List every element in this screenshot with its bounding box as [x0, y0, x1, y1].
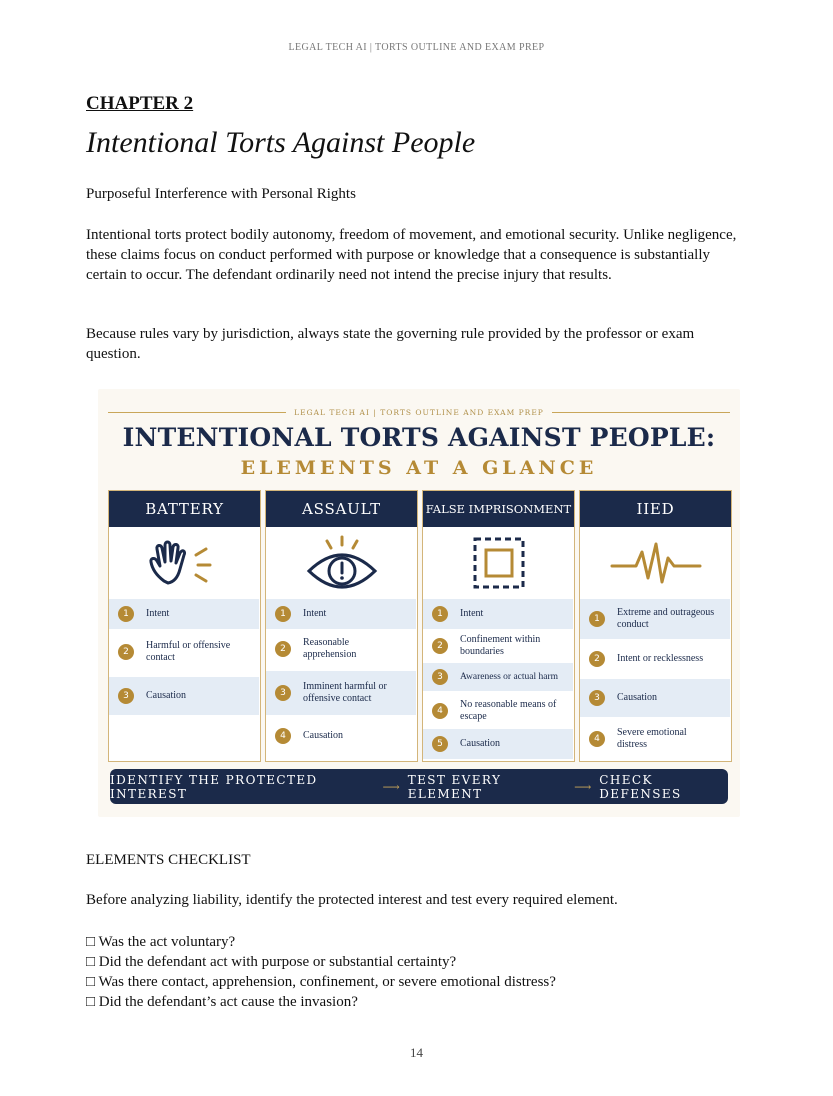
infographic-top-label: LEGAL TECH AI | TORTS OUTLINE AND EXAM PREP	[294, 407, 544, 417]
chapter-label: CHAPTER 2	[86, 93, 194, 114]
element-row: 3 Causation	[109, 677, 259, 715]
intro-paragraph: Intentional torts protect bodily autonomy, freedom of movement, and emotional security. Unlike negligence, these claims focus on conduct performed with purpose or knowledge that a consequence is substantially certain to occur. The defendant ordinarily need not intend the precise injury that results.	[86, 227, 737, 283]
checklist-item: □ Was the act voluntary?	[86, 934, 236, 950]
checklist-heading: ELEMENTS CHECKLIST	[86, 852, 251, 868]
column-heading: BATTERY	[109, 491, 260, 527]
workflow-step-defenses: CHECK DEFENSES	[599, 772, 682, 801]
column-heading: FALSE IMPRISONMENT	[423, 491, 574, 527]
running-header: LEGAL TECH AI | TORTS OUTLINE AND EXAM PREP	[288, 42, 545, 53]
checklist-item: □ Did the defendant act with purpose or substantial certainty?	[86, 954, 457, 970]
chapter-subtitle: Purposeful Interference with Personal Rights	[86, 186, 356, 202]
element-row: 3 Causation	[580, 679, 730, 717]
heartbeat-icon	[580, 527, 731, 599]
column-heading: IIED	[580, 491, 731, 527]
page-number: 14	[410, 1045, 423, 1060]
element-row: 3 Imminent harmful or offensive contact	[266, 671, 416, 715]
workflow-step-test: TEST EVERY ELEMENT	[407, 772, 502, 801]
column-iied	[579, 490, 732, 762]
elements-infographic	[98, 389, 740, 817]
element-row: 4 Severe emotional distress	[580, 721, 730, 757]
infographic-top-rule	[108, 405, 730, 419]
arrow-right-icon: ⟶	[382, 779, 400, 794]
elements-checklist	[86, 932, 556, 1012]
column-assault	[265, 490, 418, 762]
column-heading: ASSAULT	[266, 491, 417, 527]
element-row: 1 Intent	[109, 599, 259, 629]
element-row: 5 Causation	[423, 729, 573, 759]
element-row: 2 Reasonable apprehension	[266, 629, 416, 669]
workflow-step-identify: IDENTIFY THE PROTECTED INTEREST	[110, 772, 318, 801]
element-row: 2 Intent or recklessness	[580, 641, 730, 677]
confinement-square-icon	[423, 527, 574, 599]
column-battery	[108, 490, 261, 762]
eye-alert-icon	[266, 527, 417, 599]
checklist-intro: Before analyzing liability, identify the protected interest and test every required element.	[86, 892, 618, 908]
element-row: 1 Intent	[423, 599, 573, 629]
element-row: 2 Harmful or offensive contact	[109, 629, 259, 675]
element-row: 4 Causation	[266, 719, 416, 753]
hand-icon	[109, 527, 260, 599]
infographic-subtitle: ELEMENTS AT A GLANCE	[240, 457, 598, 479]
workflow-bar	[110, 769, 728, 804]
element-row: 2 Confinement within boundaries	[423, 629, 573, 663]
checklist-item: □ Was there contact, apprehension, confinement, or severe emotional distress?	[86, 974, 556, 990]
element-row: 1 Extreme and outrageous conduct	[580, 599, 730, 639]
checklist-item: □ Did the defendant’s act cause the invasion?	[86, 994, 358, 1010]
column-false-imprisonment	[422, 490, 575, 762]
jurisdiction-paragraph: Because rules vary by jurisdiction, always state the governing rule provided by the professor or exam question.	[86, 326, 695, 362]
chapter-title: Intentional Torts Against People	[86, 126, 476, 159]
element-row: 4 No reasonable means of escape	[423, 693, 573, 729]
element-row: 3 Awareness or actual harm	[423, 663, 573, 691]
arrow-right-icon: ⟶	[574, 779, 592, 794]
element-row: 1 Intent	[266, 599, 416, 629]
infographic-title: INTENTIONAL TORTS AGAINST PEOPLE:	[122, 423, 716, 452]
